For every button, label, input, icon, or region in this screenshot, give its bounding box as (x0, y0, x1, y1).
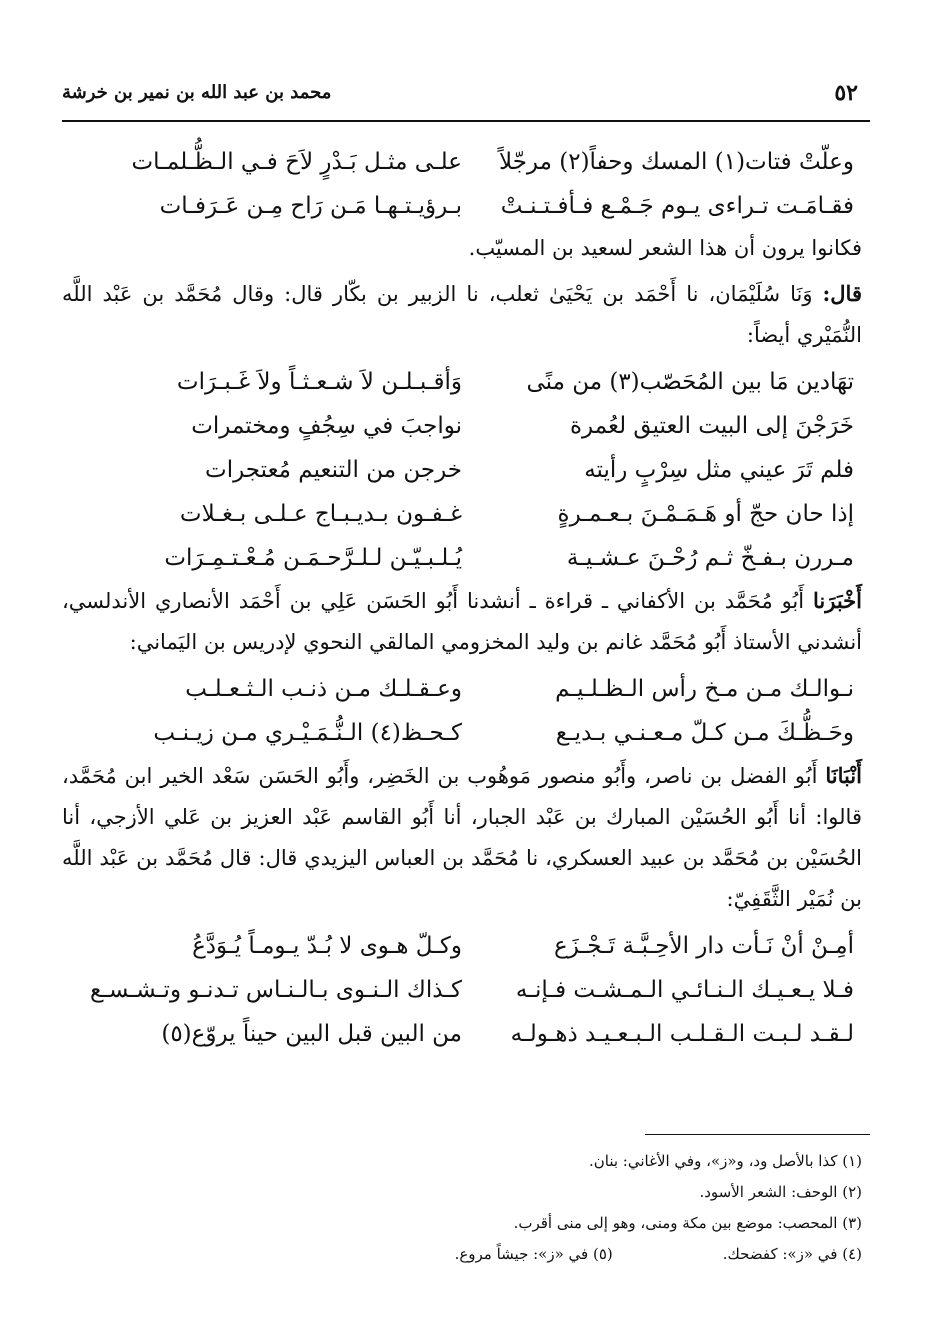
footnote (62, 1146, 862, 1177)
verse-first-hemistich: تهَادين مَا بين المُحَصّب(٣) من منًى (526, 369, 854, 395)
footnote-text: (٤) في «ز»: كفضحك. (722, 1245, 862, 1263)
verse-group (62, 360, 862, 580)
verse-line (62, 404, 862, 448)
verse-first-hemistich: إذا حان حجّ أو هَـمَـمْـنَ بـعـمـرةٍ (557, 501, 854, 527)
prose-paragraph (62, 755, 862, 920)
prose-paragraph (62, 580, 862, 663)
verse-group (62, 140, 862, 228)
verse-first-hemistich: خَرَجْنَ إلى البيت العتيق لعُمرة (569, 413, 854, 439)
verse-second-hemistich: وكـلّ هـوى لا بُـدّ يـومـاً يُـوَدَّعُ (192, 933, 462, 959)
verse-first-hemistich: وحَـظُّـكَ مـن كـلّ مـعـنـي بـديـع (555, 720, 854, 746)
verse-line (62, 492, 862, 536)
verse-second-hemistich: بـرؤيـتـهـا مَـن رَاح مِـن عَـرَفـات (159, 193, 462, 219)
paragraph-text: فكانوا يرون أن هذا الشعر لسعيد بن المسيّب. (468, 236, 862, 260)
verse-first-hemistich: مـررن بـفـخّ ثـم رُحْـنَ عـشـيـة (566, 545, 854, 571)
paragraph-text: وَنَا سُلَيْمَان، نا أَحْمَد بن يَحْيَىٰ ثعلب، نا الزبير بن بكّار قال: وقال مُحَمَّد بن عَبْد اللَّه النُّمَيْري أيضاً: (62, 282, 862, 347)
verse-second-hemistich: غـفـون بـديـبـاج عـلـى بـغـلات (179, 501, 462, 527)
verse-line (62, 667, 862, 711)
running-title: محمد بن عبد الله بن نمير بن خرشة (62, 82, 332, 103)
page-body (62, 140, 862, 1056)
verse-second-hemistich: من البين قبل البين حيناً يروّع(٥) (161, 1021, 462, 1047)
verse-line (62, 1012, 862, 1056)
paragraph-lead-word: أَنْبَانَا (825, 763, 862, 788)
page-header (62, 70, 870, 122)
paragraph-text: أَبُو الفضل بن ناصر، وأَبُو منصور مَوهُوب بن الخَضِر، وأَبُو الحَسَن سَعْد الخير ابن مُحَمَّد، قالوا: أنا أَبُو الحُسَيْن المبارك بن عَبْد الجبار، أنا أَبُو القاسم عَبْد العزيز بن عَلي الأزجي، أنا الحُسَيْن بن مُحَمَّد بن عبيد العسكري، نا مُحَمَّد بن العباس اليزيدي قال: قال مُحَمَّد بن عَبْد اللَّه بن نُمَيْر الثَّقَفِيّ: (62, 764, 862, 911)
paragraph-text: أَبُو مُحَمَّد بن الأكفاني ـ قراءة ـ أنشدنا أَبُو الحَسَن عَلِي بن أَحْمَد الأنصاري الأندلسي، أنشدني الأستاذ أَبُو مُحَمَّد غانم بن وليد المخزومي المالقي النحوي لإدريس بن اليَماني: (62, 589, 862, 654)
verse-second-hemistich: وَأقـبـلـن لاَ شـعـثـاً ولاَ غَـبـرَات (176, 369, 462, 395)
verse-line (62, 711, 862, 755)
verse-first-hemistich: فقـامَـت تـراءى يـوم جَـمْـع فـأفـتـنـتْ (500, 193, 854, 219)
footnote-text: (٢) الوحف: الشعر الأسود. (699, 1183, 862, 1201)
prose-paragraph (62, 228, 862, 269)
verse-group (62, 667, 862, 755)
verse-second-hemistich: يُـلـبـيّـن لـلـرَّحـمَـن مُـعْـتـمِـرَات (164, 545, 462, 571)
verse-line (62, 968, 862, 1012)
verse-second-hemistich: خرجن من التنعيم مُعتجرات (205, 457, 462, 483)
verse-second-hemistich: نواجبَ في سِجُفٍ ومختمرات (191, 413, 462, 439)
verse-line (62, 924, 862, 968)
verse-second-hemistich: علـى مثـل بَـدْرٍ لاَحَ فـي الـظُّـلمـات (131, 149, 462, 175)
verse-second-hemistich: كـذاك الـنـوى بـالـنـاس تـدنـو وتـشـسـع (90, 977, 462, 1003)
verse-second-hemistich: كـحـظ(٤) الـنُّـمَـيْـري مـن زيـنـب (153, 720, 462, 746)
paragraph-lead-word: أَخْبَرَنا (813, 588, 862, 613)
footnote-pair (62, 1239, 862, 1270)
footnote-text: (١) كذا بالأصل ود، و«ز»، وفي الأغاني: بنان. (588, 1152, 862, 1170)
footnote-separator (645, 1134, 870, 1135)
verse-first-hemistich: فلم تَرَ عيني مثل سِرْبٍ رأيته (584, 457, 854, 483)
verse-line (62, 448, 862, 492)
verse-first-hemistich: لـقـد لـبـت الـقـلـب الـبـعـيـد ذهـولـه (510, 1021, 854, 1047)
footnote-text: (٣) المحصب: موضع بين مكة ومنى، وهو إلى منى أقرب. (513, 1214, 862, 1232)
verse-first-hemistich: فـلا يـعـيـك الـنـائـي الـمـشـت فـإنـه (515, 977, 854, 1003)
verse-line (62, 184, 862, 228)
verse-first-hemistich: أمِـنْ أنْ نَـأت دار الأحِـبَّـة تَـجْـزَع (554, 933, 854, 959)
footnote (62, 1208, 862, 1239)
footnote-text: (٥) في «ز»: جيشاً مروع. (454, 1245, 613, 1263)
prose-paragraph (62, 273, 862, 356)
verse-first-hemistich: وعلّتْ فتات(١) المسك وحفاً(٢) مرجّلاً (498, 149, 854, 175)
paragraph-lead-word: قال: (822, 281, 862, 306)
verse-line (62, 140, 862, 184)
verse-first-hemistich: نـوالـك مـن مـخ رأس الـظـلـيـم (555, 676, 854, 702)
footnotes (62, 1146, 862, 1270)
verse-group (62, 924, 862, 1056)
verse-line (62, 360, 862, 404)
page-number: ٥٢ (834, 80, 858, 106)
verse-line (62, 536, 862, 580)
verse-second-hemistich: وعـقـلـك مـن ذنـب الـثـعـلـب (185, 676, 462, 702)
footnote (62, 1177, 862, 1208)
